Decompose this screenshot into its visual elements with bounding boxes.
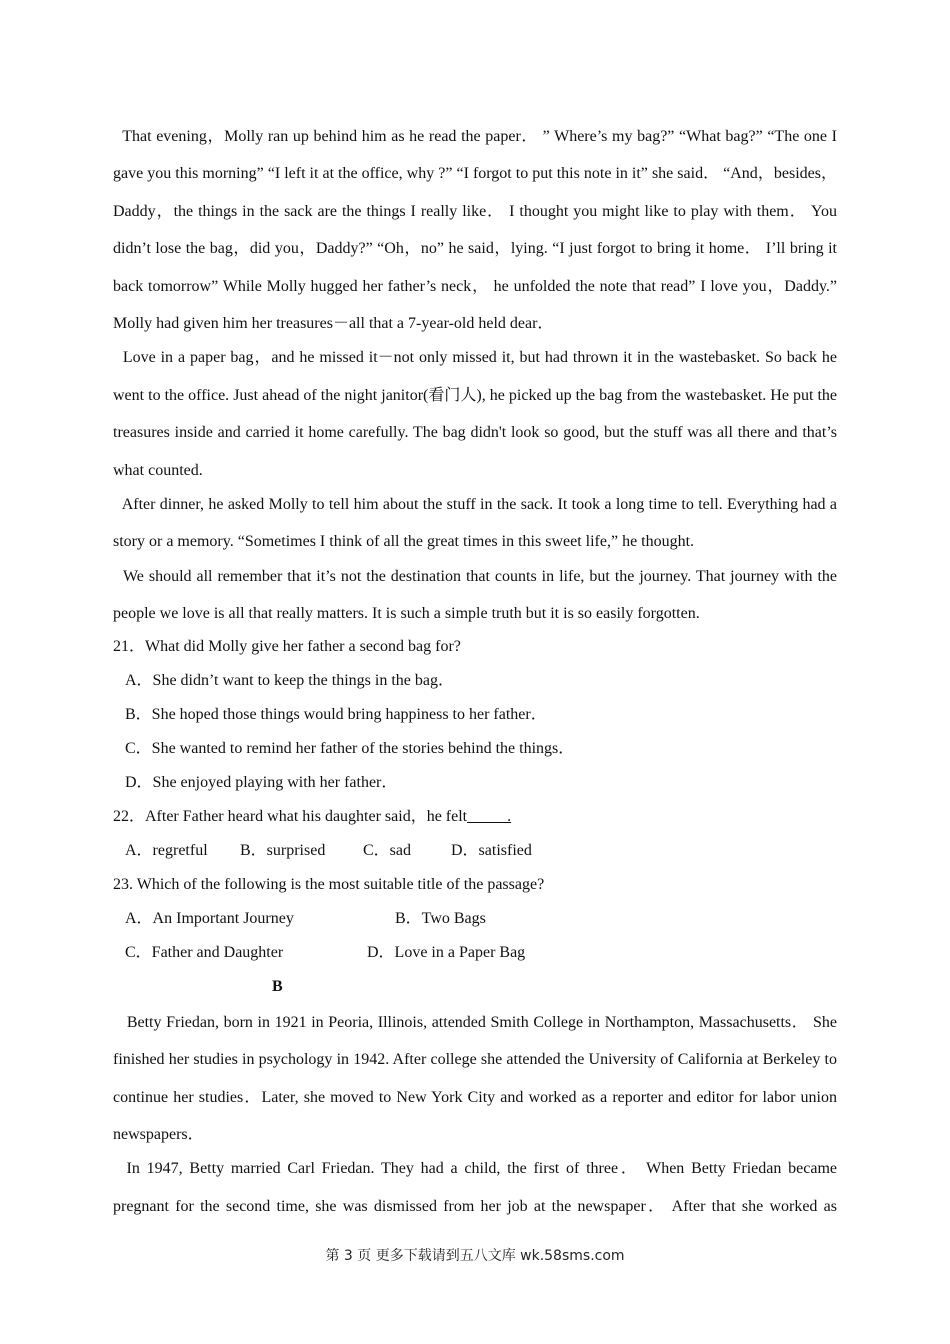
question-22-option-c: C．sad: [363, 841, 412, 859]
question-21-option-d: D．She enjoyed playing with her father．: [125, 773, 398, 791]
question-22-option-d: D．satisfied: [451, 841, 532, 859]
question-21-stem: 21．What did Molly give her father a second bag for?: [113, 637, 461, 655]
question-23-options-row-2: [113, 936, 837, 970]
question-21-option-b: B．She hoped those things would bring happiness to her father．: [125, 705, 547, 723]
question-22-blank: _____.: [467, 807, 512, 825]
question-22-stem: [113, 800, 837, 834]
question-22-option-b: B．surprised: [240, 841, 326, 859]
section-b-heading: B: [272, 977, 283, 995]
question-23-option-c: C．Father and Daughter: [125, 943, 284, 961]
question-22-stem-text: 22．After Father heard what his daughter said，he felt: [113, 807, 468, 825]
passage-a-paragraph-4: We should all remember that it’s not the destination that counts in life, but the journey. That journey with the people we love is all that really matters. It is such a simple truth but it is so easily forgotten.: [113, 567, 837, 623]
question-23-stem: 23. Which of the following is the most suitable title of the passage?: [113, 875, 545, 893]
question-23-options-row-1: [113, 902, 837, 936]
question-23-option-a: A．An Important Journey: [125, 909, 294, 927]
question-22-option-a: A．regretful: [125, 841, 208, 859]
question-22-options: [113, 834, 837, 868]
question-21-option-c: C．She wanted to remind her father of the stories behind the things．: [125, 739, 575, 757]
passage-b-paragraph-2: In 1947, Betty married Carl Friedan. They had a child, the first of three． When Betty Friedan became pregnant for the second time, she was dismissed from her job at the newspaper． After that she worked as: [113, 1160, 837, 1215]
question-21-option-a: A．She didn’t want to keep the things in the bag．: [125, 671, 454, 689]
question-23-option-b: B．Two Bags: [395, 909, 486, 927]
passage-b-paragraph-1: Betty Friedan, born in 1921 in Peoria, Illinois, attended Smith College in Northampton, Massachusetts． She finished her studies in psychology in 1942. After college she attended the University of California at Berkeley to continue her studies．Later, she moved to New York City and worked as a reporter and editor for labor union newspapers．: [113, 1013, 837, 1143]
passage-a-paragraph-3: After dinner, he asked Molly to tell him about the stuff in the sack. It took a long time to tell. Everything had a story or a memory. “Sometimes I think of all the great times in this sweet life,” he thought.: [113, 496, 837, 551]
document-page: [113, 118, 837, 1222]
passage-a-paragraph-2: Love in a paper bag，and he missed it－not only missed it, but had thrown it in the wastebasket. So back he went to the office. Just ahead of the night janitor(看门人), he picked up the bag from the wastebasket. He put the treasures inside and carried it home carefully. The bag didn't look so good, but the stuff was all there and that’s what counted.: [113, 349, 837, 479]
passage-a-paragraph-1: That evening，Molly ran up behind him as he read the paper． ” Where’s my bag?” “What bag?” “The one I gave you this morning” “I left it at the office, why ?” “I forgot to put this note in it” she said． “And，besides，Daddy，the things in the sack are the things I really like． I thought you might like to play with them． You didn’t lose the bag，did you，Daddy?” “Oh，no” he said，lying. “I just forgot to bring it home． I’ll bring it back tomorrow” While Molly hugged her father’s neck， he unfolded the note that read” I love you，Daddy.” Molly had given him her treasures－all that a 7-year-old held dear．: [113, 128, 837, 333]
question-23-option-d: D．Love in a Paper Bag: [367, 943, 526, 961]
page-footer: 第 3 页 更多下载请到五八文库 wk.58sms.com: [325, 1248, 625, 1264]
